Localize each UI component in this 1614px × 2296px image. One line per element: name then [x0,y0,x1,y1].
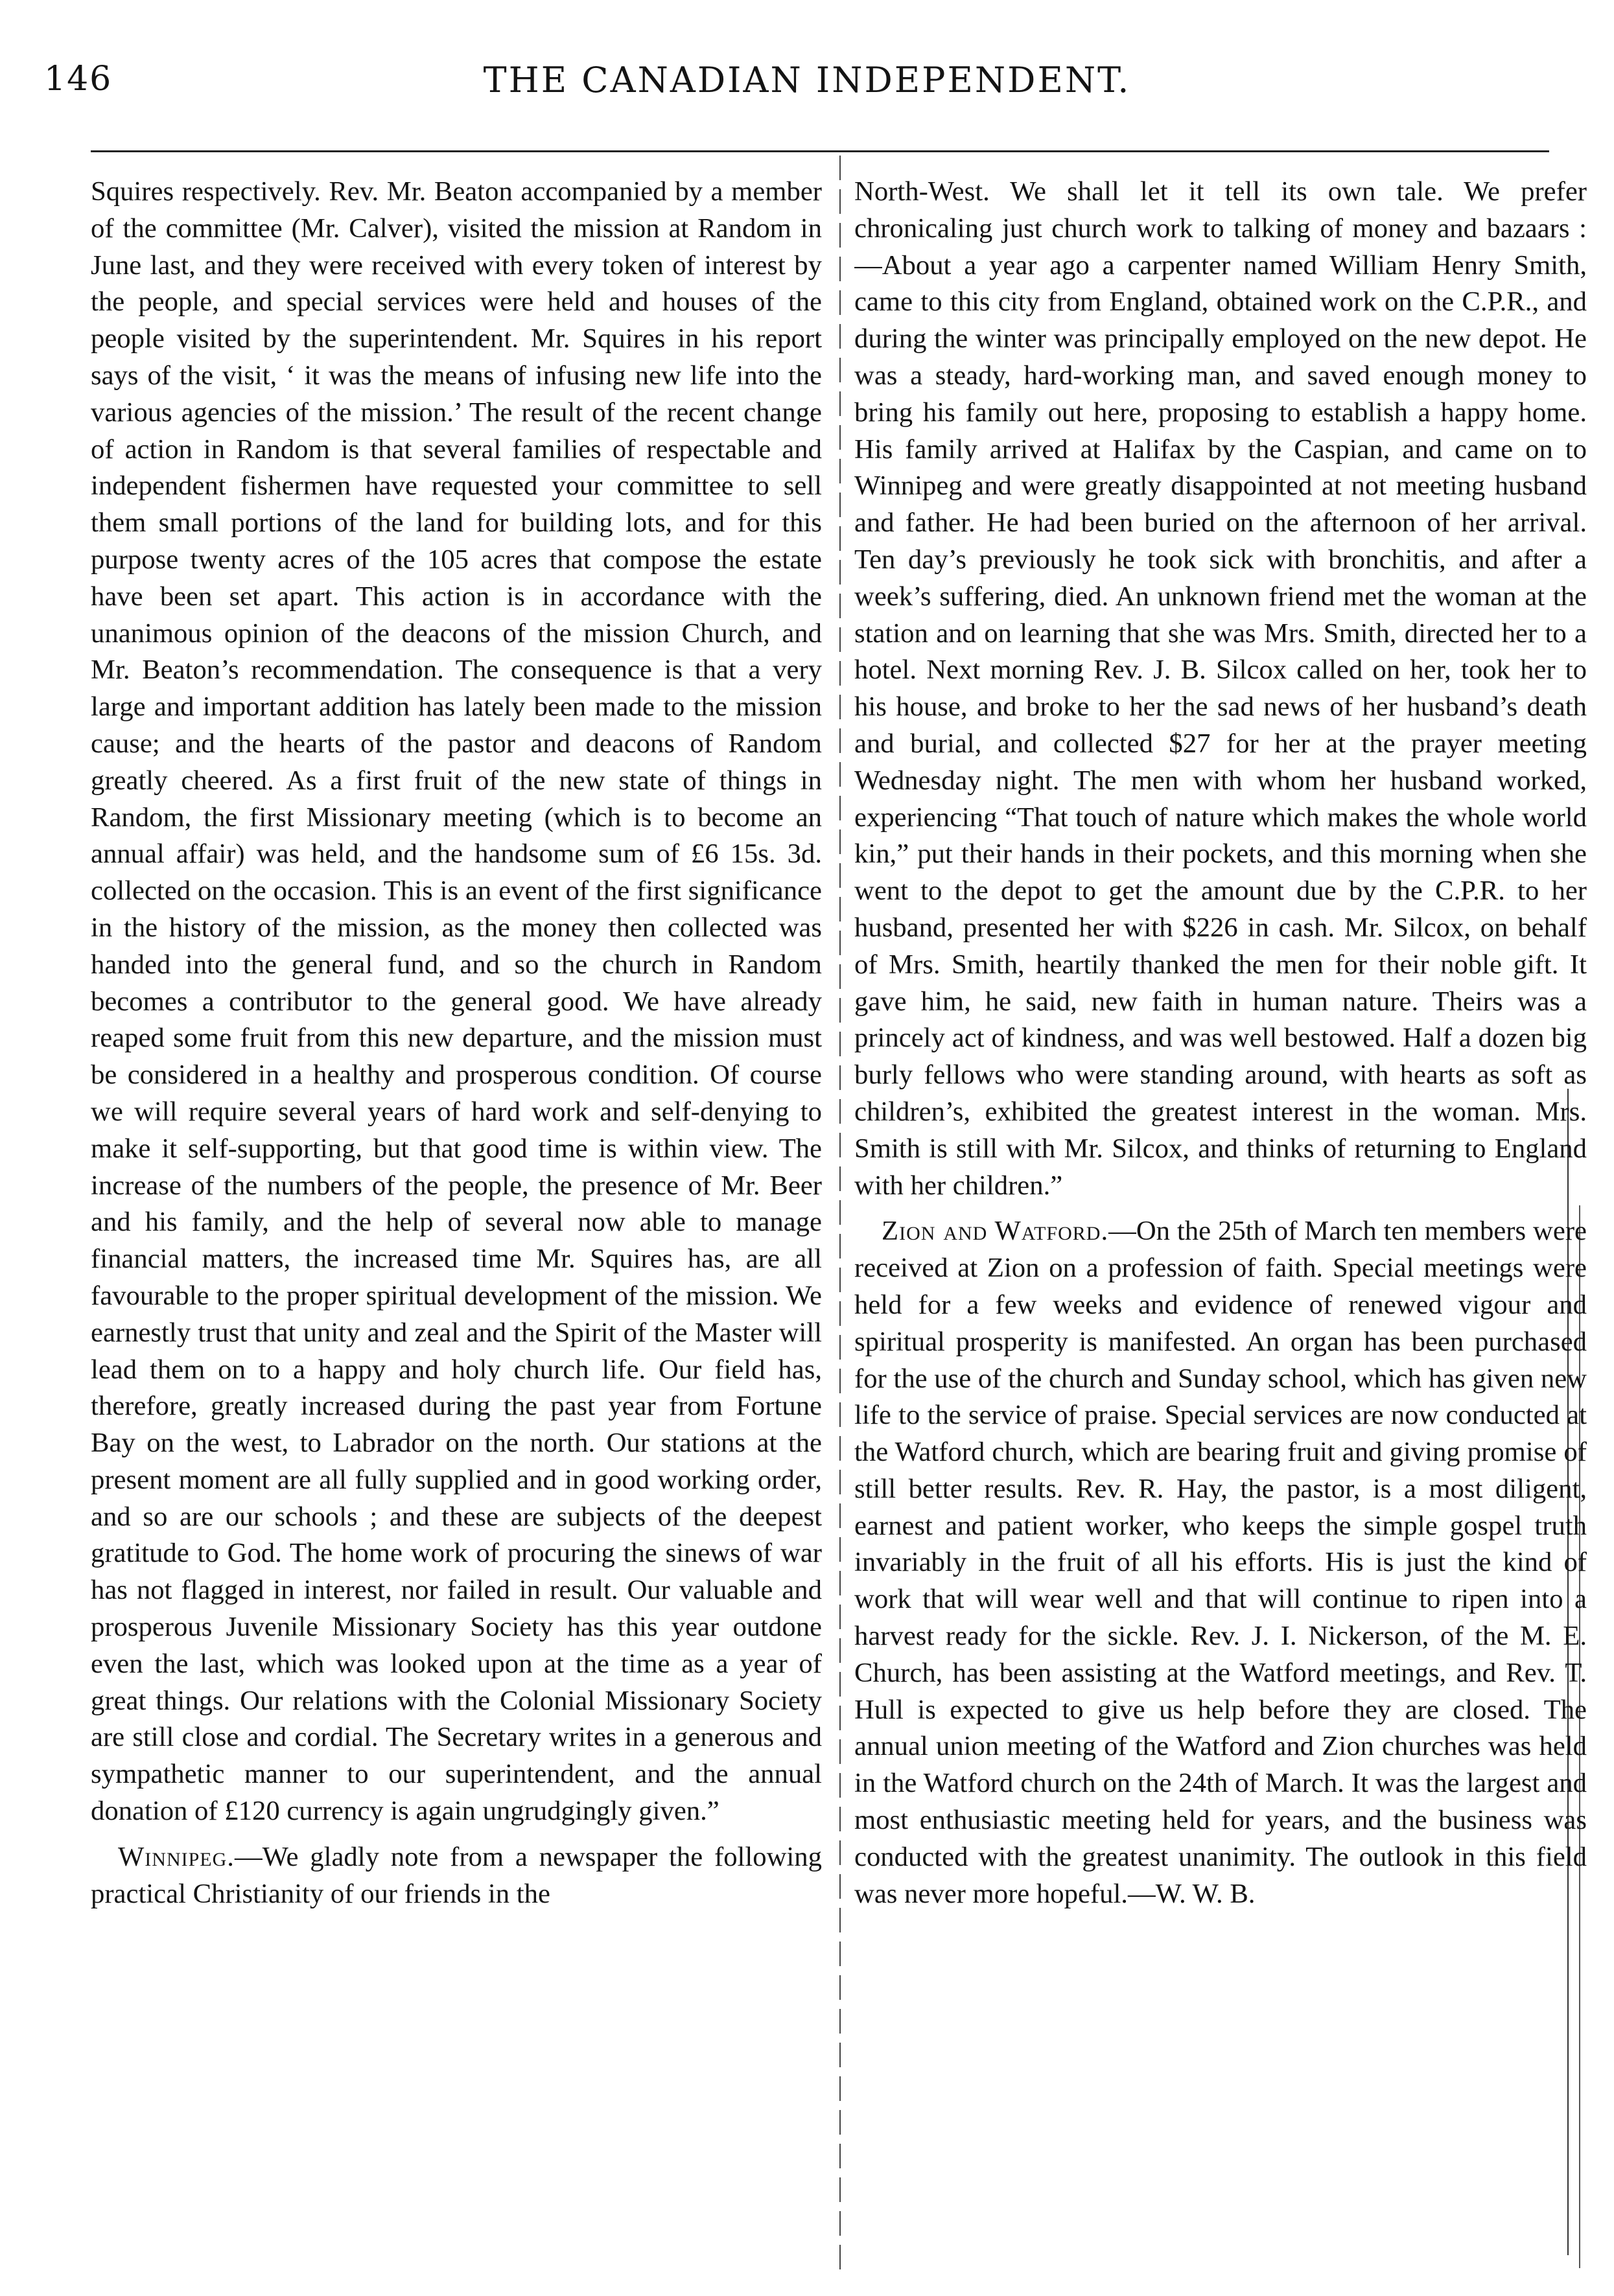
random-mission-paragraph: Squires respectively. Rev. Mr. Beaton accompanied by a member of the committee (Mr. Calver), visited the mission at Random in June last, and they were received with every token of interest by the people, and special services were held and houses of the people visited by the superintendent. Mr. Squires in his report says of the visit, ‘ it was the means of infusing new life into the various agencies of the mission.’ The result of the recent change of action in Random is that several families of respectable and independent fishermen have requested your committee to sell them small portions of the land for building lots, and for this purpose twenty acres of the 105 acres that compose the estate have been set apart. This action is in accordance with the unanimous opinion of the deacons of the mission Church, and Mr. Beaton’s recommendation. The consequence is that a very large and important addition has lately been made to the mission cause; and the hearts of the pastor and deacons of Random greatly cheered. As a first fruit of the new state of things in Random, the first Missionary meeting (which is to become an annual affair) was held, and the handsome sum of £6 15s. 3d. collected on the occasion. This is an event of the first significance in the history of the mission, as the money then collected was handed into the general fund, and so the church in Random becomes a contributor to the general good. We have already reaped some fruit from this new departure, and the mission must be considered in a healthy and prosperous condition. Of course we will require several years of hard work and self-denying to make it self-supporting, but that good time is within view. The increase of the numbers of the people, the presence of Mr. Beer and his family, and the help of several now able to manage financial matters, the increased time Mr. Squires has, are all favourable to the proper spiritual development of the mission. We earnestly trust that unity and zeal and the Spirit of the Master will lead them on to a happy and holy church life. Our field has, therefore, greatly increased during the past year from Fortune Bay on the west, to Labrador on the north. Our stations at the present moment are all fully supplied and in good working order, and so are our schools ; and these are subjects of the deepest gratitude to God. The home work of procuring the sinews of war has not flagged in interest, nor failed in result. Our valuable and prosperous Juvenile Missionary Society has this year outdone even the last, which was looked upon at the time as a year of great things. Our relations with the Colonial Missionary Society are still close and cordial. The Secretary writes in a generous and sympathetic manner to our superintendent, and the annual donation of £120 currency is again ungrudgingly given.” [91,176,822,1827]
winnipeg-heading: Winnipeg. [118,1841,235,1872]
header-rule [91,150,1549,152]
zion-watford-paragraph [854,1213,1587,1912]
winnipeg-story-paragraph: North-West. We shall let it tell its own tale. We prefer chronicaling just church work to talking of money and bazaars :—About a year ago a carpenter named William Henry Smith, came to this city from England, obtained work on the C.P.R., and during the winter was principally employed on the new depot. He was a steady, hard-working man, and saved enough money to bring his family out here, proposing to establish a happy home. His family arrived at Halifax by the Caspian, and came on to Winnipeg and were greatly disappointed at not meeting husband and father. He had been buried on the afternoon of her arrival. Ten day’s previously he took sick with bronchitis, and after a week’s suffering, died. An unknown friend met the woman at the station and on learning that she was Mrs. Smith, directed her to a hotel. Next morning Rev. J. B. Silcox called on her, took her to his house, and broke to her the sad news of her husband’s death and burial, and collected $27 for her at the prayer meeting Wednesday night. The men with whom her husband worked, experiencing “That touch of nature which makes the whole world kin,” put their hands in their pockets, and this morning when she went to the depot to get the amount due by the C.P.R. to her husband, presented her with $226 in cash. Mr. Silcox, on behalf of Mrs. Smith, heartily thanked the men for their noble gift. It gave him, he said, new faith in human nature. Theirs was a princely act of kindness, and was well bestowed. Half a dozen big burly fellows who were standing around, with hearts as soft as children’s, exhibited the greatest interest in the woman. Mrs. Smith is still with Mr. Silcox, and thinks of returning to England with her children.” [854,176,1587,1201]
right-column [854,174,1587,2267]
winnipeg-paragraph [91,1839,822,1913]
winnipeg-text: —We gladly note from a newspaper the following practical Christianity of our friends in the [91,1841,822,1909]
page-number: 146 [44,60,113,99]
zion-watford-text: —On the 25th of March ten members were received at Zion on a profession of faith. Special meetings were held for a few weeks and evidence of renewed vigour and spiritual prosperity is manifested. An organ has been purchased for the use of the church and Sunday school, which has given new life to the service of praise. Special services are now conducted at the Watford church, which are bearing fruit and giving promise of still better results. Rev. R. Hay, the pastor, is a most diligent, earnest and patient worker, who keeps the simple gospel truth invariably in the fruit of all his efforts. His is just the kind of work that will wear well and that will continue to ripen into a harvest ready for the sickle. Rev. J. I. Nickerson, of the M. E. Church, has been assisting at the Watford meetings, and Rev. T. Hull is expected to give us help before they are closed. The annual union meeting of the Watford and Zion churches was held in the Watford church on the 24th of March. It was the largest and most enthusiastic meeting held for years, and the business was conducted with the greatest unanimity. The outlook in this field was never more hopeful.—W. W. B. [854,1216,1587,1909]
zion-watford-heading: Zion and Watford. [882,1216,1109,1247]
column-divider [839,156,841,2275]
left-column [91,174,822,2267]
journal-title: THE CANADIAN INDEPENDENT. [483,60,1131,100]
